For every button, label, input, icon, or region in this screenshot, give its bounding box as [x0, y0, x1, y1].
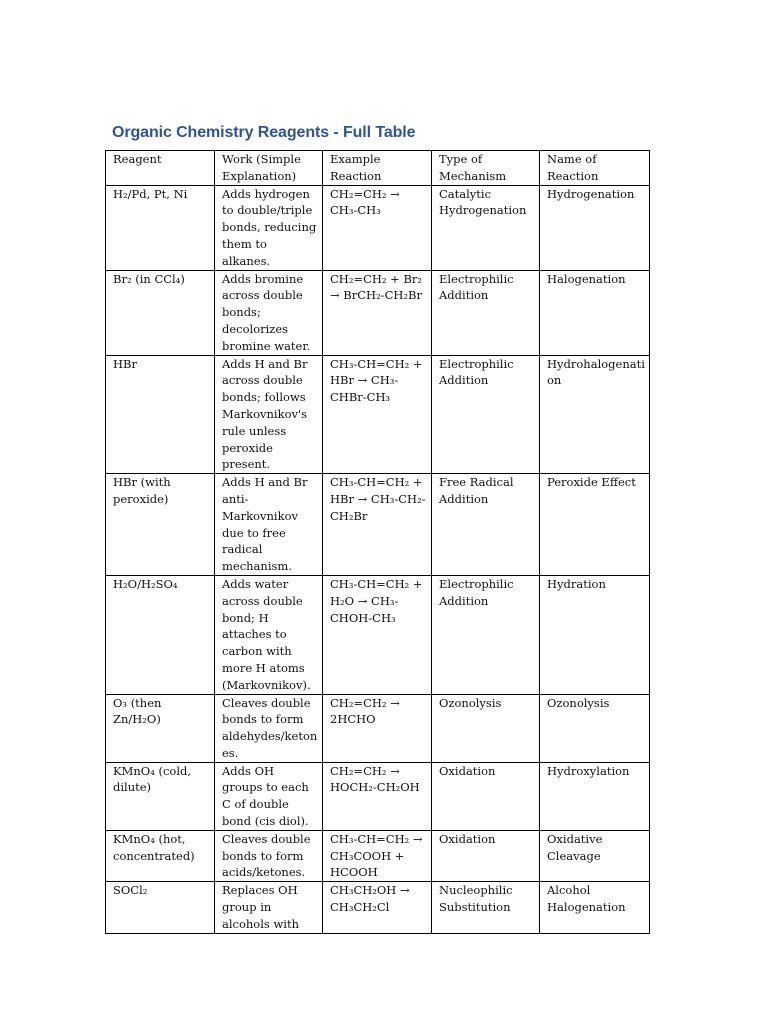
cell-work: Adds H and Br across double bonds; follows Markovnikov's rule unless peroxide present.	[215, 355, 323, 474]
cell-work: Cleaves double bonds to form aldehydes/ketones.	[215, 694, 323, 762]
page-title: Organic Chemistry Reagents - Full Table	[112, 124, 416, 141]
table-row	[106, 830, 650, 881]
cell-example-reaction: CH₃-CH=CH₂ + HBr → CH₃-CH₂-CH₂Br	[323, 474, 432, 576]
cell-mechanism-type: Free Radical Addition	[432, 474, 540, 576]
cell-mechanism-type: Nucleophilic Substitution	[432, 882, 540, 933]
cell-mechanism-type: Electrophilic Addition	[432, 575, 540, 694]
cell-reagent: H₂O/H₂SO₄	[106, 575, 215, 694]
table-row	[106, 474, 650, 576]
cell-work: Cleaves double bonds to form acids/ketones.	[215, 830, 323, 881]
table-row	[106, 694, 650, 762]
cell-example-reaction: CH₂=CH₂ → CH₃-CH₃	[323, 185, 432, 270]
header-work: Work (Simple Explanation)	[215, 151, 323, 186]
table-row	[106, 355, 650, 474]
table-row	[106, 185, 650, 270]
cell-reagent: KMnO₄ (cold, dilute)	[106, 762, 215, 830]
cell-reagent: Br₂ (in CCl₄)	[106, 270, 215, 355]
cell-example-reaction: CH₂=CH₂ + Br₂ → BrCH₂-CH₂Br	[323, 270, 432, 355]
header-example-reaction: Example Reaction	[323, 151, 432, 186]
cell-work: Adds H and Br anti-Markovnikov due to free radical mechanism.	[215, 474, 323, 576]
cell-work: Adds hydrogen to double/triple bonds, reducing them to alkanes.	[215, 185, 323, 270]
cell-reagent: O₃ (then Zn/H₂O)	[106, 694, 215, 762]
header-reaction-name: Name of Reaction	[540, 151, 650, 186]
cell-work: Replaces OH group in alcohols with	[215, 882, 323, 933]
cell-example-reaction: CH₃-CH=CH₂ → CH₃COOH + HCOOH	[323, 830, 432, 881]
cell-mechanism-type: Electrophilic Addition	[432, 355, 540, 474]
table-row	[106, 882, 650, 933]
cell-reagent: HBr (with peroxide)	[106, 474, 215, 576]
cell-reaction-name: Alcohol Halogenation	[540, 882, 650, 933]
header-mechanism-type: Type of Mechanism	[432, 151, 540, 186]
table-row	[106, 762, 650, 830]
cell-example-reaction: CH₂=CH₂ → HOCH₂-CH₂OH	[323, 762, 432, 830]
cell-reagent: KMnO₄ (hot, concentrated)	[106, 830, 215, 881]
reagents-table	[105, 150, 650, 934]
table-header-row	[106, 151, 650, 186]
cell-example-reaction: CH₃-CH=CH₂ + HBr → CH₃-CHBr-CH₃	[323, 355, 432, 474]
cell-reaction-name: Hydroxylation	[540, 762, 650, 830]
cell-work: Adds OH groups to each C of double bond (cis diol).	[215, 762, 323, 830]
cell-reaction-name: Hydrohalogenation	[540, 355, 650, 474]
cell-reaction-name: Peroxide Effect	[540, 474, 650, 576]
cell-example-reaction: CH₃CH₂OH → CH₃CH₂Cl	[323, 882, 432, 933]
cell-reagent: HBr	[106, 355, 215, 474]
cell-mechanism-type: Oxidation	[432, 762, 540, 830]
cell-example-reaction: CH₂=CH₂ → 2HCHO	[323, 694, 432, 762]
cell-reaction-name: Oxidative Cleavage	[540, 830, 650, 881]
cell-mechanism-type: Ozonolysis	[432, 694, 540, 762]
cell-reaction-name: Ozonolysis	[540, 694, 650, 762]
cell-example-reaction: CH₃-CH=CH₂ + H₂O → CH₃-CHOH-CH₃	[323, 575, 432, 694]
cell-reaction-name: Hydrogenation	[540, 185, 650, 270]
cell-reaction-name: Hydration	[540, 575, 650, 694]
cell-mechanism-type: Electrophilic Addition	[432, 270, 540, 355]
cell-work: Adds bromine across double bonds; decolorizes bromine water.	[215, 270, 323, 355]
header-reagent: Reagent	[106, 151, 215, 186]
cell-reagent: SOCl₂	[106, 882, 215, 933]
cell-mechanism-type: Catalytic Hydrogenation	[432, 185, 540, 270]
table-row	[106, 270, 650, 355]
cell-reagent: H₂/Pd, Pt, Ni	[106, 185, 215, 270]
cell-mechanism-type: Oxidation	[432, 830, 540, 881]
cell-work: Adds water across double bond; H attaches to carbon with more H atoms (Markovnikov).	[215, 575, 323, 694]
cell-reaction-name: Halogenation	[540, 270, 650, 355]
table-row	[106, 575, 650, 694]
